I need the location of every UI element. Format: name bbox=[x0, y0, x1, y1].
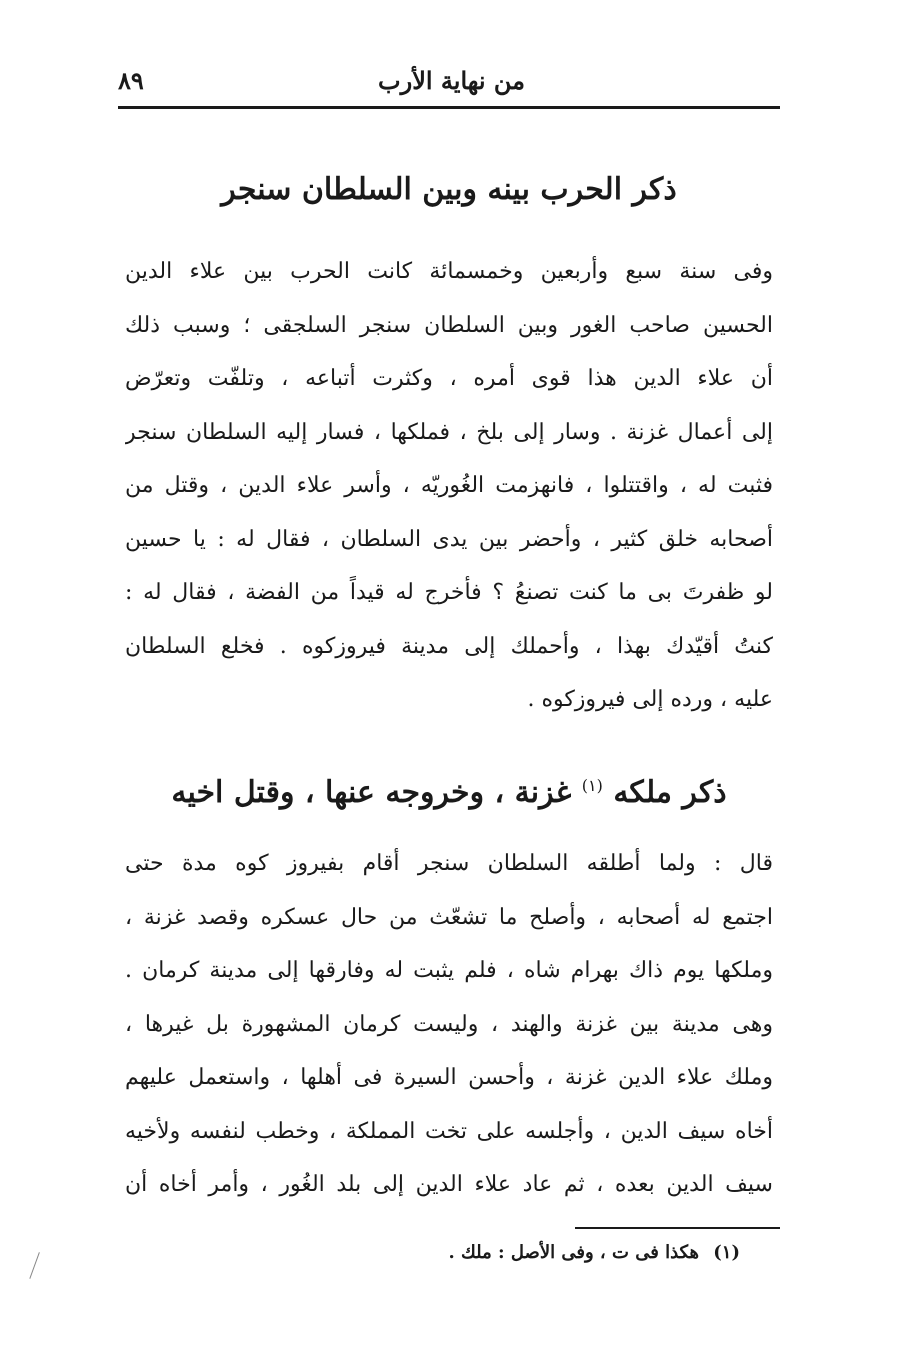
text-line: كنتُ أقيّدك بهذا ، وأحملك إلى مدينة فيروزكوه . فخلع السلطان bbox=[125, 633, 773, 659]
text-line: وملك علاء الدين غزنة ، وأحسن السيرة فى أهلها ، واستعمل عليهم bbox=[125, 1065, 773, 1090]
text-line: أخاه سيف الدين ، وأجلسه على تخت المملكة ، وخطب لنفسه ولأخيه bbox=[125, 1118, 773, 1144]
paragraph-conquest-of-ghazna bbox=[125, 842, 773, 1217]
header-rule bbox=[118, 106, 780, 109]
footnote-text: هكذا فى ت ، وفى الأصل : ملك . bbox=[448, 1242, 699, 1263]
text-line: قال : ولما أطلقه السلطان سنجر أقام بفيروز كوه مدة حتى bbox=[125, 851, 773, 876]
running-title: من نهاية الأرب bbox=[378, 66, 525, 95]
text-line: سيف الدين بعده ، ثم عاد علاء الدين إلى بلد الغُور ، وأمر أخاه أن bbox=[125, 1172, 773, 1197]
running-header bbox=[118, 62, 780, 102]
text-line: اجتمع له أصحابه ، وأصلح ما تشعّث من حال عسكره وقصد غزنة ، bbox=[125, 904, 773, 930]
page-number: ٨٩ bbox=[118, 66, 144, 95]
section-heading-conquest-of-ghazna bbox=[118, 775, 780, 810]
text-line: عليه ، ورده إلى فيروزكوه . bbox=[527, 687, 773, 712]
text-line: فثبت له ، واقتتلوا ، فانهزمت الغُوريّه ، وأسر علاء الدين ، وقتل من bbox=[125, 473, 773, 498]
text-line: أن علاء الدين هذا قوى أمره ، وكثرت أتباعه ، وتلفّت وتعرّض bbox=[125, 366, 773, 391]
text-line: الحسين صاحب الغور وبين السلطان سنجر السلجقى ؛ وسبب ذلك bbox=[125, 312, 773, 338]
scan-mark bbox=[29, 1252, 42, 1280]
footnote-reference: (١) bbox=[581, 776, 603, 795]
section-heading-war-with-sanjar: ذكر الحرب بينه وبين السلطان سنجر bbox=[221, 172, 677, 207]
footnote bbox=[300, 1242, 740, 1263]
footnote-marker: (١) bbox=[713, 1242, 740, 1263]
text-line: أصحابه خلق كثير ، وأحضر بين يدى السلطان ، فقال له : يا حسين bbox=[125, 526, 773, 552]
text-line: إلى أعمال غزنة . وسار إلى بلخ ، فملكها ، فسار إليه السلطان سنجر bbox=[125, 419, 773, 445]
text-line: وهى مدينة بين غزنة والهند ، وليست كرمان المشهورة بل غيرها ، bbox=[125, 1011, 773, 1037]
footnote-rule bbox=[575, 1227, 780, 1229]
heading-part: ذكر ملكه bbox=[613, 775, 727, 810]
text-line: وملكها يوم ذاك بهرام شاه ، فلم يثبت له وفارقها إلى مدينة كرمان . bbox=[125, 958, 773, 983]
text-line: لو ظفرتَ بى ما كنت تصنعُ ؟ فأخرج له قيداً من الفضة ، فقال له : bbox=[125, 580, 773, 605]
paragraph-war-with-sanjar bbox=[125, 250, 773, 732]
text-line: وفى سنة سبع وأربعين وخمسمائة كانت الحرب بين علاء الدين bbox=[125, 259, 773, 284]
heading-part: غزنة ، وخروجه عنها ، وقتل اخيه bbox=[171, 775, 572, 810]
